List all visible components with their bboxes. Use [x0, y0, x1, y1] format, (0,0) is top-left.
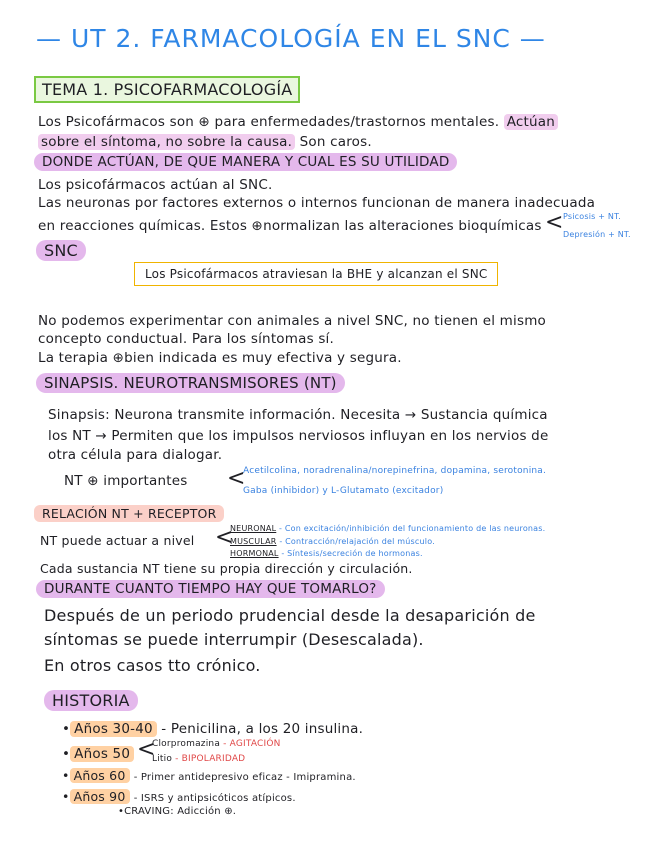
historia-item-3: [62, 768, 356, 783]
snc-box: Los Psicofármacos atraviesan la BHE y alcanzan el SNC: [134, 262, 498, 286]
intro-line-2b: Son caros.: [299, 134, 372, 150]
bullet-icon: •: [62, 746, 71, 762]
bullet-icon: •: [62, 721, 71, 737]
historia-key-2: Años 50: [70, 746, 134, 762]
donde-line-3: en reacciones químicas. Estos ⊕normalizan las alteraciones bioquímicas: [38, 218, 542, 234]
durante-heading: DURANTE CUANTO TIEMPO HAY QUE TOMARLO?: [36, 580, 385, 598]
donde-branch-2: Depresión + NT.: [563, 230, 631, 239]
relacion-lead: NT puede actuar a nivel: [40, 533, 195, 548]
nt-label: NT ⊕ importantes: [64, 473, 188, 489]
sinapsis-heading: SINAPSIS. NEUROTRANSMISORES (NT): [36, 373, 345, 393]
nt-item-1: Acetilcolina, noradrenalina/norepinefrina, dopamina, serotonina.: [243, 466, 547, 476]
brace-icon: <: [545, 210, 564, 235]
intro-line-2a: sobre el síntoma, no sobre la causa.: [38, 134, 295, 150]
intro-line-1: [38, 114, 558, 130]
donde-heading: DONDE ACTÚAN, DE QUE MANERA Y CUAL ES SU UTILIDAD: [34, 153, 457, 171]
snc-para-1: No podemos experimentar con animales a nivel SNC, no tienen el mismo: [38, 313, 546, 329]
historia-2b-label: Litio: [152, 754, 173, 764]
sinapsis-line-3: otra célula para dialogar.: [48, 447, 223, 463]
snc-heading: SNC: [36, 240, 86, 261]
relacion-val-3: - Síntesis/secreción de hormonas.: [281, 549, 423, 558]
historia-heading: HISTORIA: [44, 690, 138, 711]
relacion-row-3: [230, 549, 423, 558]
bullet-icon: •: [62, 768, 70, 783]
historia-item-2a: [152, 739, 281, 749]
durante-line-1: Después de un periodo prudencial desde la desaparición de: [44, 606, 536, 625]
historia-val-4: - ISRS y antipsicóticos atípicos.: [133, 793, 296, 804]
sinapsis-line-1: Sinapsis: Neurona transmite información. Necesita → Sustancia química: [48, 407, 548, 423]
page-title: [36, 24, 546, 53]
title-text: UT 2. FARMACOLOGÍA EN EL SNC: [70, 24, 511, 53]
historia-2b-note: - BIPOLARIDAD: [175, 754, 246, 764]
historia-2a-label: Clorpromazina: [152, 739, 221, 749]
historia-key-1: Años 30-40: [70, 721, 157, 737]
donde-line-2: Las neuronas por factores externos o internos funcionan de manera inadecuada: [38, 195, 596, 211]
snc-para-3: La terapia ⊕bien indicada es muy efectiva y segura.: [38, 350, 402, 366]
title-dash-left: —: [36, 24, 62, 53]
historia-item-4: [62, 789, 296, 804]
brace-icon: <: [215, 525, 234, 550]
tema-heading: TEMA 1. PSICOFARMACOLOGÍA: [34, 76, 300, 103]
intro-line-1b: Actúan: [504, 114, 558, 130]
relacion-key-3: HORMONAL: [230, 549, 279, 558]
brace-icon: <: [137, 737, 156, 762]
intro-line-1a: Los Psicofármacos son ⊕ para enfermedades/trastornos mentales.: [38, 114, 500, 130]
historia-2a-note: - AGITACIÓN: [223, 739, 281, 749]
bullet-icon: •: [62, 789, 70, 804]
relacion-key-1: NEURONAL: [230, 524, 277, 533]
durante-line-2: síntomas se puede interrumpir (Desescalada).: [44, 630, 424, 649]
title-dash-right: —: [519, 24, 546, 53]
snc-para-2: concepto conductual. Para los síntomas sí.: [38, 331, 334, 347]
relacion-key-2: MUSCULAR: [230, 537, 277, 546]
intro-line-2: [38, 134, 372, 150]
donde-line-1: Los psicofármacos actúan al SNC.: [38, 177, 273, 193]
relacion-heading: RELACIÓN NT + RECEPTOR: [34, 505, 224, 522]
relacion-val-2: - Contracción/relajación del músculo.: [279, 537, 435, 546]
relacion-val-1: - Con excitación/inhibición del funcionamiento de las neuronas.: [279, 524, 546, 533]
historia-key-4: Años 90: [70, 789, 130, 804]
donde-branch-1: Psicosis + NT.: [563, 212, 621, 221]
historia-val-3: - Primer antidepresivo eficaz - Imipramina.: [133, 772, 356, 783]
historia-item-1: [62, 721, 363, 737]
nt-item-2: Gaba (inhibidor) y L-Glutamato (excitador): [243, 486, 444, 496]
historia-key-3: Años 60: [70, 768, 130, 783]
historia-item-2b: [152, 754, 245, 764]
historia-val-1: - Penicilina, a los 20 insulina.: [161, 721, 364, 737]
relacion-row-1: [230, 524, 545, 533]
sinapsis-line-2: los NT → Permiten que los impulsos nerviosos influyan en los nervios de: [48, 428, 549, 444]
relacion-last: Cada sustancia NT tiene su propia dirección y circulación.: [40, 561, 413, 576]
historia-item-5: •CRAVING: Adicción ⊕.: [118, 806, 237, 817]
durante-line-3: En otros casos tto crónico.: [44, 656, 261, 675]
relacion-row-2: [230, 537, 435, 546]
historia-item-2: [62, 746, 134, 762]
brace-icon: <: [227, 466, 246, 491]
